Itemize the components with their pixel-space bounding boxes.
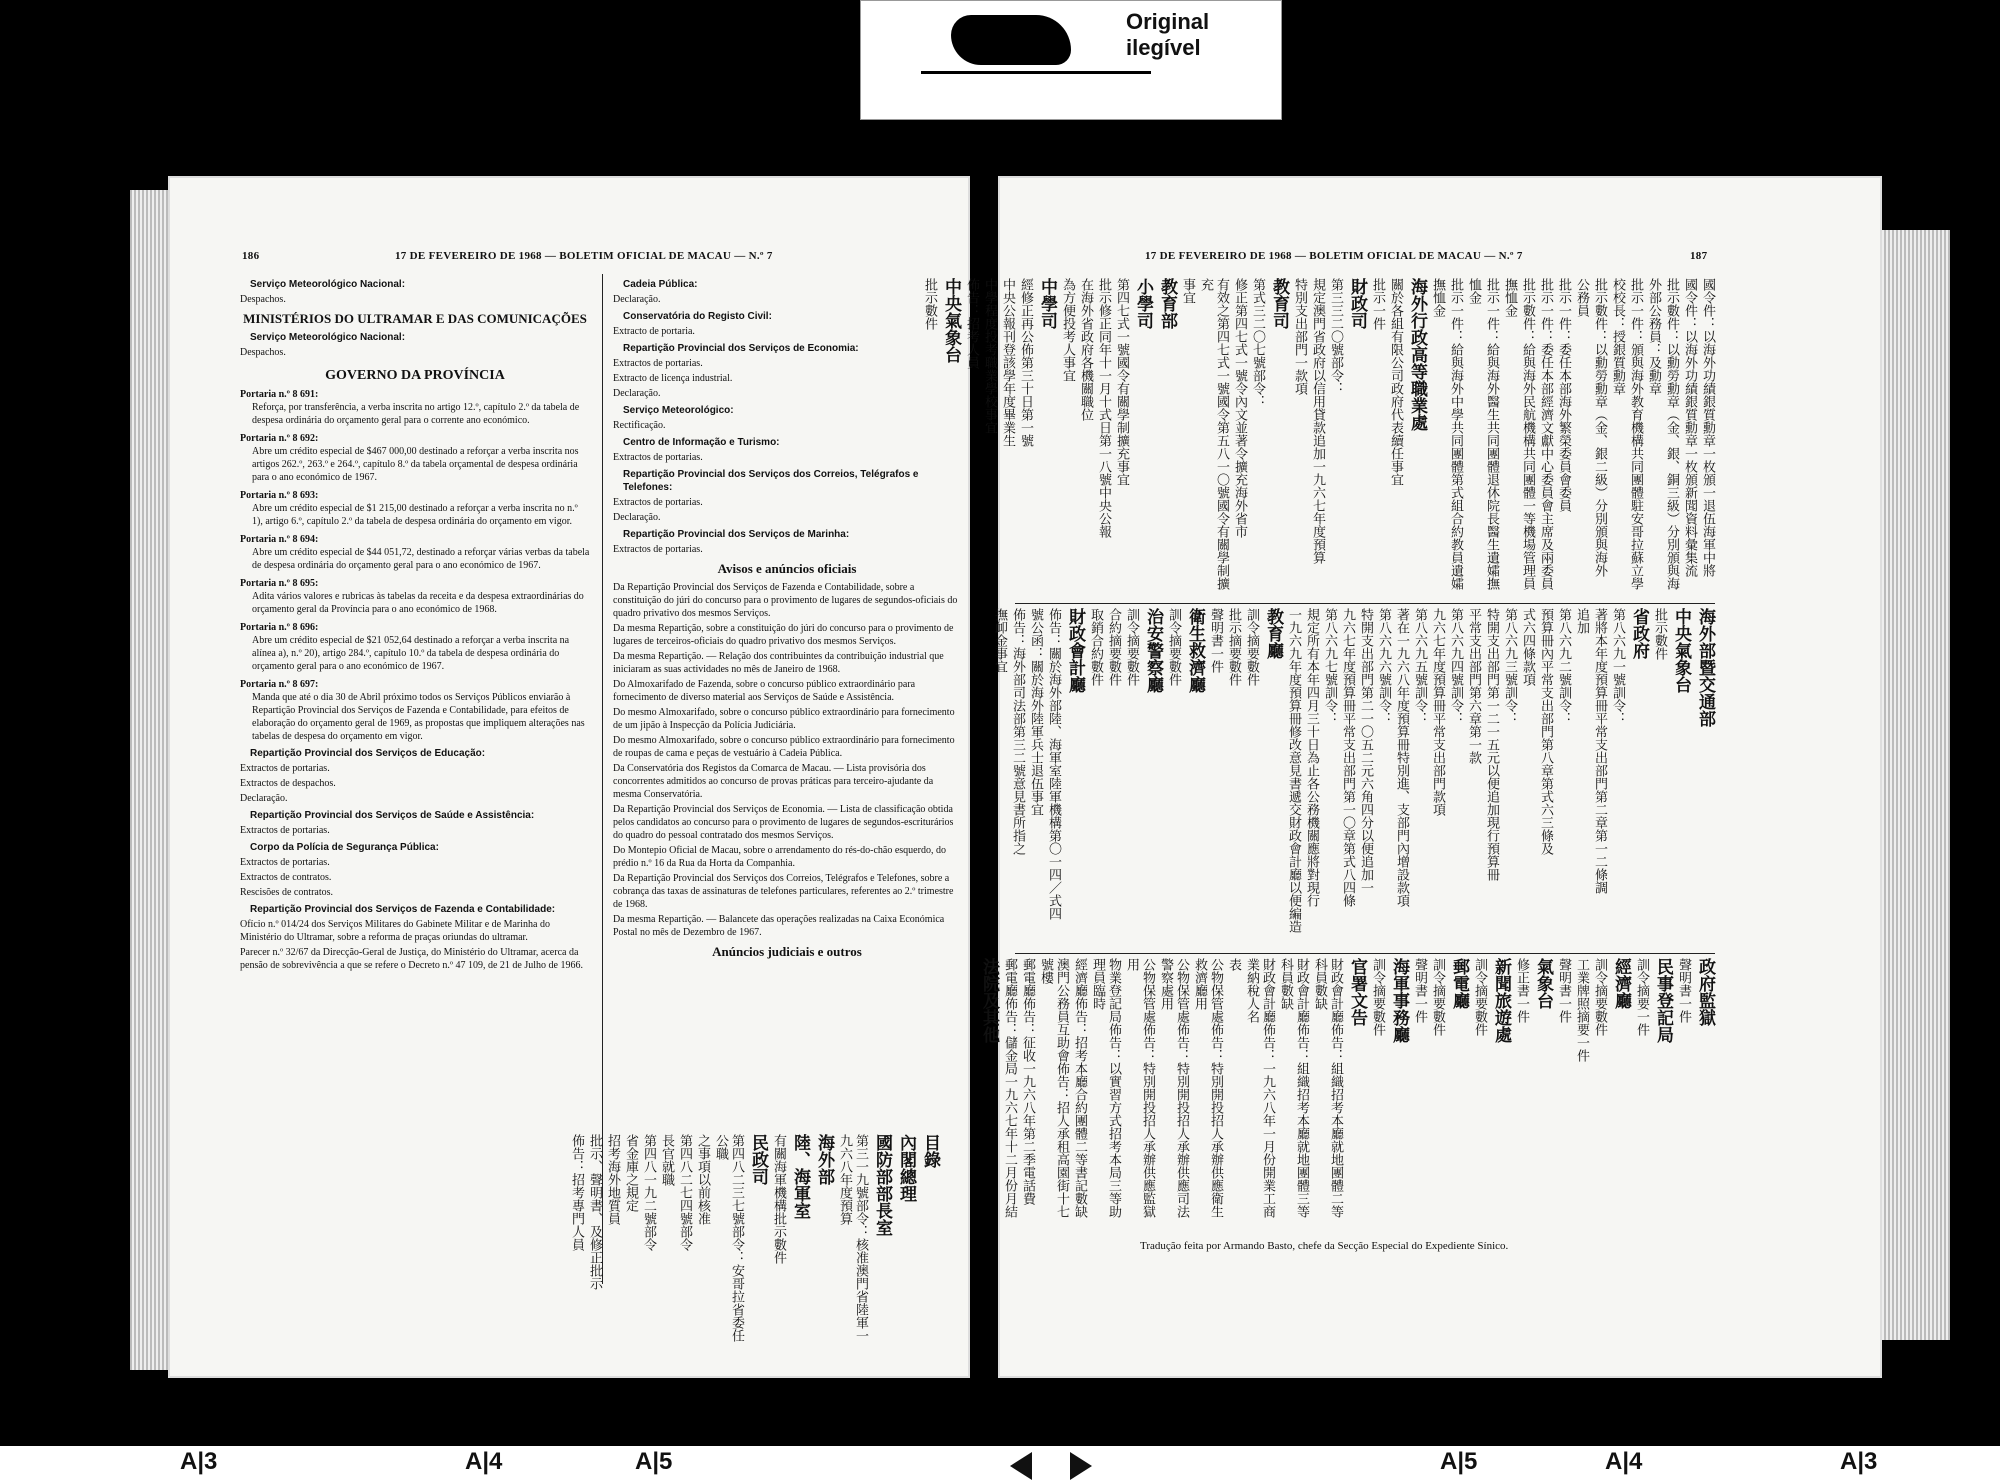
summary-line: Extractos de portarias.: [613, 358, 703, 369]
summary-line: Da Conservatória dos Registos da Comarca de Macau. — Lista provisória dos concorrentes admitidos ao concurso de provas práticas para terceiro-ajudante da mesma Conservatória.: [613, 763, 934, 800]
chinese-line: 修正第四七式一號令內文並著令擴充海外省市: [1232, 278, 1247, 538]
summary-line: Extractos de portarias.: [613, 497, 703, 508]
chinese-heading: 海外行政高等職業處: [1407, 278, 1427, 431]
chinese-heading: 衛生救濟廳: [1185, 608, 1205, 693]
chinese-line: 訓令摘要數件: [1592, 958, 1607, 1036]
chinese-line: 公物保管處佈告：特別開投招人承辦供應衛生救濟廳用: [1192, 958, 1223, 1218]
summary-line: Parecer n.º 32/67 da Direcção-Geral de Justiça, do Ministério do Ultramar, acerca da pensão de sobrevivência a que se refere o Decreto n.º 47 109, de 21 de Julho de 1966.: [240, 947, 583, 971]
chinese-heading: 小學司: [1133, 278, 1153, 329]
chinese-heading: 民事登記局: [1653, 958, 1673, 1043]
chinese-line: 聲明書一件: [1208, 608, 1223, 673]
chinese-line: 訓令摘要數件: [1244, 608, 1259, 686]
chinese-line: 批示一件：給與海外醫生共同團體退休院長醫生遺孀撫: [1484, 278, 1499, 590]
chinese-line: 恤金: [1466, 278, 1481, 304]
portaria-number: Portaria n.º 8 695:: [240, 578, 319, 589]
column-divider: [602, 274, 603, 1284]
chinese-line: 第八六九六號訓令：: [1376, 608, 1391, 725]
chinese-line: 訓令摘要數件: [1430, 958, 1445, 1036]
summary-line: Da mesma Repartição, sobre a constituição do júri do concurso para o provimento de lugares de terceiros-oficiais do quadro privativo dos mesmos Serviços.: [613, 623, 954, 647]
portaria-summary: Reforça, por transferência, a verba inscrita no artigo 12.º, capítulo 2.º da tabela de despesa ordinária do orçamento geral para o corrente ano económico.: [252, 402, 580, 426]
chinese-summary-middle: [992, 608, 1715, 943]
chinese-heading: 財政司: [1347, 278, 1367, 329]
chinese-line: 第八六九四號訓令：: [1448, 608, 1463, 725]
chinese-line: 批示一件: [1370, 278, 1385, 330]
section-heading: Cadeia Pública:: [623, 279, 698, 290]
section-heading: Repartição Provincial dos Serviços de Saúde e Assistência:: [250, 810, 535, 821]
chinese-line: 追加: [1574, 608, 1589, 634]
chinese-line: 國令件：以海外功績銀質勳章一枚頒一退伍海軍中將: [1700, 278, 1715, 577]
chinese-line: 第三一九號部令：核准澳門省陸軍一九六八年度預算: [837, 1134, 868, 1342]
arrow-right-icon: [1070, 1452, 1092, 1480]
chinese-heading: 海外部暨交通部: [1695, 608, 1715, 727]
chinese-line: 第八六九三號訓令：: [1502, 608, 1517, 725]
chinese-line: 財政會計廳佈告：一九六八年一月份開業工商業納稅人名: [1244, 958, 1275, 1218]
chinese-line: 批示一件：給與海外中學共同團體第式組合約教員遺孀: [1448, 278, 1463, 590]
section-heading: Repartição Provincial dos Serviços de Economia:: [623, 343, 859, 354]
summary-line: Extractos de portarias.: [613, 452, 703, 463]
chinese-heading: 省政府: [1629, 608, 1649, 659]
chinese-line: 訓令摘要一件: [1634, 958, 1649, 1036]
ink-blot-icon: [951, 15, 1071, 65]
summary-line: Despachos.: [240, 294, 286, 305]
chinese-line: 工業牌照摘要一件: [1574, 958, 1589, 1062]
left-page-stack-edge: [130, 190, 170, 1370]
chinese-line: 撫卹金事宜: [992, 608, 1007, 673]
portaria-number: Portaria n.º 8 694:: [240, 534, 319, 545]
chinese-line: 批示數件：以勳勞勳章（金、銀二級）分別頒與海外: [1592, 278, 1607, 577]
summary-line: Declaração.: [613, 294, 661, 305]
chinese-heading: 官署文告: [1347, 958, 1367, 1026]
chinese-line: 聲明書一件: [1676, 958, 1691, 1023]
section-title: Anúncios judiciais e outros: [712, 944, 862, 959]
summary-line: Da Repartição Provincial dos Serviços dos Correios, Telégrafos e Telefones, sobre a cobrança das taxas de assinaturas de telefones particulares, referentes ao 2.º trimestre de 1968.: [613, 873, 954, 910]
portaria-summary: Adita vários valores e rubricas às tabelas da receita e da despesa extraordinárias do orçamento geral da Província para o ano económico de 1968.: [252, 591, 584, 615]
chinese-line: 在海外省政府各機關職位: [1078, 278, 1093, 421]
summary-line: Extractos de portarias.: [240, 825, 330, 836]
chinese-heading: 內閣總理: [896, 1134, 916, 1202]
chinese-line: 批示數件: [922, 278, 937, 330]
chinese-heading: 國防部部長室: [872, 1134, 892, 1236]
chinese-line: 一九六九年度預算冊修改意見書遞交財政會計廳以便編造: [1286, 608, 1301, 933]
section-title: MINISTÉRIOS DO ULTRAMAR E DAS COMUNICAÇÕES: [243, 311, 587, 326]
chinese-line: 經濟廳佈告：招考本廳合約團體二等書記數缺: [1072, 958, 1087, 1218]
chinese-line: 批示數件：以勳勞勳章（金、銀、銅三級）分別頒與海: [1664, 278, 1679, 590]
chinese-line: 著將本年度預算冊平常支出部門第二章第一二條調: [1592, 608, 1607, 894]
chinese-heading: 財政會計廳: [1065, 608, 1085, 693]
stamp-text: Original ilegível: [1126, 9, 1210, 60]
chinese-line: 第四八二三七號部令：安哥拉省委任公職: [713, 1134, 744, 1342]
chinese-heading: 海外部: [814, 1134, 834, 1185]
chinese-heading: 郵電廳: [1449, 958, 1469, 1009]
section-title: Avisos e anúncios oficiais: [717, 561, 857, 576]
chinese-line: 外部公務員：及勳章: [1646, 278, 1661, 395]
chinese-line: 佈告：招考專門人員: [569, 1134, 584, 1251]
chinese-heading: 教育廳: [1263, 608, 1283, 659]
frame-marker: A|4: [1605, 1448, 1643, 1475]
chinese-line: 財政會計廳佈告：組織招考本廳就地團體三等科員數缺: [1278, 958, 1309, 1218]
chinese-heading: 法院及其他: [979, 958, 999, 1043]
summary-column-right: [613, 274, 961, 964]
summary-line: Extractos de portarias.: [240, 763, 330, 774]
page-number: 186: [242, 250, 260, 262]
chinese-line: 聲明書一件: [1556, 958, 1571, 1023]
chinese-line: 第八六九二號訓令：: [1556, 608, 1571, 725]
chinese-line: 訓令摘要數件: [1166, 608, 1181, 686]
summary-line: Extractos de portarias.: [240, 857, 330, 868]
chinese-line: 第三三二〇號部令：: [1328, 278, 1343, 395]
chinese-heading: 中學司: [1037, 278, 1057, 329]
illegible-original-stamp: [860, 0, 1282, 120]
chinese-line: 撫恤金: [1430, 278, 1445, 317]
chinese-line: 撫恤金: [1502, 278, 1517, 317]
chinese-line: 物業登記局佈告：以實習方式招考本局三等助理員臨時: [1090, 958, 1121, 1218]
summary-line: Ofício n.º 014/24 dos Serviços Militares do Gabinete Militar e de Marinha do Ministério do Ultramar, sobre a reforma de praças oriundas do ultramar.: [240, 919, 550, 943]
frame-marker: A|5: [635, 1448, 673, 1475]
section-divider: [1015, 603, 1715, 604]
translation-footer: Tradução feita por Armando Basto, chefe da Secção Especial do Expediente Sínico.: [1140, 1240, 1509, 1252]
summary-line: Rectificação.: [613, 420, 666, 431]
summary-column-left: [240, 274, 590, 974]
chinese-line: 九六七年度預算冊平常支出部門第一〇章第式八四條: [1340, 608, 1355, 907]
arrow-left-icon: [1010, 1452, 1032, 1480]
chinese-heading: 中央氣象台: [941, 278, 961, 363]
chinese-line: 第八六九一號訓令：: [1610, 608, 1625, 725]
chinese-heading: 目錄: [920, 1134, 940, 1168]
summary-line: Declaração.: [613, 512, 661, 523]
chinese-line: 郵電廳佈告：征收一九六八年第二季電話費: [1020, 958, 1035, 1205]
portaria-number: Portaria n.º 8 697:: [240, 679, 319, 690]
chinese-line: 批示一件：頒與海外教育機構共同團體駐安哥拉蘇立學: [1628, 278, 1643, 590]
chinese-line: 校校長：授銀質勳章: [1610, 278, 1625, 395]
chinese-line: 公務員: [1574, 278, 1589, 317]
chinese-line: 澳門公務員互助會佈告：招人承租高園街十七號樓: [1038, 958, 1069, 1218]
section-heading: Serviço Meteorológico Nacional:: [250, 279, 406, 290]
chinese-line: 批示摘要數件: [1226, 608, 1241, 686]
chinese-line: 公物保管處佈告：特別開投招人承辦供應監獄用: [1124, 958, 1155, 1218]
section-heading: Serviço Meteorológico Nacional:: [250, 332, 406, 343]
chinese-line: 批示一件：委任本部海外繁榮委員會委員: [1556, 278, 1571, 512]
right-page-stack-edge: [1880, 230, 1950, 1340]
portaria-number: Portaria n.º 8 692:: [240, 433, 319, 444]
chinese-line: 批示數件：給與海外民航機構共同團體一等機場管理員: [1520, 278, 1535, 590]
section-title: GOVERNO DA PROVÍNCIA: [325, 368, 505, 383]
chinese-heading: 海軍事務廳: [1389, 958, 1409, 1043]
chinese-line: 財政會計廳佈告：組織招考本廳就地團體二等科員數缺: [1312, 958, 1343, 1218]
chinese-summary-block: [400, 1134, 940, 1354]
chinese-line: 合約摘要數件: [1106, 608, 1121, 686]
chinese-line: 規定澳門省政府以信用貸款追加一九六七年度預算: [1310, 278, 1325, 564]
summary-line: Extracto de licença industrial.: [613, 373, 733, 384]
chinese-heading: 教育部: [1157, 278, 1177, 329]
chinese-line: 聲明書一件: [1412, 958, 1427, 1023]
portaria-summary: Abre um crédito especial de $21 052,64 destinado a reforçar a verba inscrita na alínea a), n.º 20), artigo 284.º, capítulo 10.º da tabela de despesa ordinária do orçamento geral para o ano económico de 1967.: [252, 635, 570, 672]
portaria-number: Portaria n.º 8 696:: [240, 622, 319, 633]
frame-marker: A|4: [465, 1448, 503, 1475]
summary-line: Da mesma Repartição. — Balancete das operações realizadas na Caixa Económica Postal no mês de Dezembro de 1967.: [613, 914, 945, 938]
chinese-line: 第四七式一號國令有關學制擴充事宜: [1114, 278, 1129, 486]
portaria-number: Portaria n.º 8 693:: [240, 490, 319, 501]
summary-line: Extracto de portaria.: [613, 326, 695, 337]
chinese-heading: 民政司: [748, 1134, 768, 1185]
portaria-summary: Abre um crédito especial de $467 000,00 destinado a reforçar a verba inscrita nos artigos 262.º, 263.º e 264.º, capítulo 8.º da tabela orçamental de despesa ordinária para o ano económico de 1967.: [252, 446, 579, 483]
chinese-line: 表: [1226, 958, 1241, 971]
chinese-line: 平常支出部門第六章第一款: [1466, 608, 1481, 764]
chinese-line: 佈告：關於海外部陸、海軍室陸軍機構第〇一四／式四: [1046, 608, 1061, 920]
section-heading: Corpo da Polícia de Segurança Pública:: [250, 842, 439, 853]
chinese-line: 第四八二七四號部令: [677, 1134, 692, 1251]
chinese-line: 長官就職: [659, 1134, 674, 1186]
chinese-line: 式六四條款項: [1520, 608, 1535, 686]
summary-line: Declaração.: [240, 793, 288, 804]
chinese-line: 修正書一件: [1514, 958, 1529, 1023]
frame-marker: A|3: [180, 1448, 218, 1475]
chinese-line: 第八六九五號訓令：: [1412, 608, 1427, 725]
chinese-line: 之事項以前核准: [695, 1134, 710, 1225]
frame-marker: A|3: [1840, 1448, 1878, 1475]
film-marker-strip: [0, 1446, 2000, 1480]
open-book-icon: [921, 71, 1151, 114]
summary-line: Extractos de portarias.: [613, 544, 703, 555]
chinese-heading: 中央氣象台: [1671, 608, 1691, 693]
chinese-line: 國令件：以海外功績銀質勳章一枚頒新聞資料彙集流: [1682, 278, 1697, 577]
chinese-line: 批示一件：委任本部經濟文獻中心委員會主席及兩委員: [1538, 278, 1553, 590]
chinese-line: 省金庫之規定: [623, 1134, 638, 1212]
summary-line: Rescisões de contratos.: [240, 887, 334, 898]
chinese-line: 第四八一九二號部令: [641, 1134, 656, 1251]
portaria-number: Portaria n.º 8 691:: [240, 389, 319, 400]
chinese-line: 特開支出部門第一二一五元以便追加現行預算冊: [1484, 608, 1499, 881]
chinese-line: 預算冊內平常支出部門第八章第式六三條及: [1538, 608, 1553, 855]
chinese-line: 批示修正同年十一月十式日第一八號中央公報: [1096, 278, 1111, 538]
section-heading: Repartição Provincial dos Serviços de Educação:: [250, 748, 486, 759]
chinese-line: 為方便投考人事宜: [1060, 278, 1075, 382]
section-heading: Serviço Meteorológico:: [623, 405, 734, 416]
chinese-line: 有關海軍機構批示數件: [771, 1134, 786, 1264]
section-heading: Centro de Informação e Turismo:: [623, 437, 780, 448]
section-heading: Conservatória do Registo Civil:: [623, 311, 772, 322]
chinese-line: 訓令摘要數件: [1124, 608, 1139, 686]
chinese-line: 招考海外地質員: [605, 1134, 620, 1225]
summary-line: Do mesmo Almoxarifado, sobre o concurso público extraordinário para fornecimento de roupas de cama e peças de vestuário à Cadeia Pública.: [613, 735, 955, 759]
section-heading: Repartição Provincial dos Serviços de Marinha:: [623, 529, 850, 540]
page-header: 17 DE FEVEREIRO DE 1968 — BOLETIM OFICIAL DE MACAU — N.º 7: [395, 250, 773, 262]
summary-line: Da Repartição Provincial dos Serviços de Economia. — Lista de classificação obtida pelos candidatos ao concurso para o provimento de lugares de segundos-escriturários do quadro do pessoal contratado dos mesmos Serviços.: [613, 804, 954, 841]
chinese-line: 第式三二〇七號部令：: [1250, 278, 1265, 408]
portaria-summary: Manda que até o dia 30 de Abril próximo todos os Serviços Públicos enviarão à Repartição Provincial dos Serviços de Fazenda e Contabilidade, para efeitos de elaboração do orçamento geral de 1969, as propostas que impliquem alterações nas tabelas de despesa do orçamento em vigor.: [252, 692, 585, 742]
chinese-line: 訓令摘要數件: [1472, 958, 1487, 1036]
chinese-heading: 教育司: [1269, 278, 1289, 329]
chinese-line: 規定所有本年四月三十日為止各公務機關應將對現行: [1304, 608, 1319, 907]
chinese-line: 第八六九七號訓令：: [1322, 608, 1337, 725]
summary-line: Da Repartição Provincial dos Serviços de Fazenda e Contabilidade, sobre a constituição do júri do concurso para o provimento de lugares de segundos-oficiais do quadro privativo dos mesmos Serviços.: [613, 582, 958, 619]
chinese-line: 號公函：關於海外陸軍兵士退伍事宜: [1028, 608, 1043, 816]
chinese-heading: 治安警察廳: [1143, 608, 1163, 693]
section-heading: Repartição Provincial dos Serviços dos Correios, Telégrafos e Telefones:: [623, 469, 919, 493]
chinese-line: 批示、聲明書、及修正批示: [587, 1134, 602, 1290]
summary-line: Extractos de despachos.: [240, 778, 336, 789]
chinese-heading: 陸、海軍室: [790, 1134, 810, 1219]
page-number: 187: [1690, 250, 1708, 262]
chinese-heading: 新聞旅遊處: [1491, 958, 1511, 1043]
summary-line: Da mesma Repartição. — Relação dos contribuintes da contribuição industrial que iniciaram as suas actividades no mês de Janeiro de 1968.: [613, 651, 944, 675]
chinese-line: 特別支出部門一款項: [1292, 278, 1307, 395]
chinese-line: 中央公報刊登該學年度畢業生: [1000, 278, 1015, 447]
chinese-line: 中學程度投考職業學校事宜: [982, 278, 997, 434]
section-divider: [1015, 953, 1715, 954]
frame-marker: A|5: [1440, 1448, 1478, 1475]
chinese-line: 公物保管處佈告：特別開投招人承辦供應司法警察處用: [1158, 958, 1189, 1218]
section-heading: Repartição Provincial dos Serviços de Fazenda e Contabilidade:: [250, 904, 556, 915]
chinese-line: 取銷合約數件: [1088, 608, 1103, 686]
chinese-line: 經修正再公佈第三十日第一號: [1018, 278, 1033, 447]
chinese-line: 事宜: [1180, 278, 1195, 304]
summary-line: Do mesmo Almoxarifado, sobre o concurso público extraordinário para fornecimento de um jipão à Inspecção da Polícia Judiciária.: [613, 707, 955, 731]
chinese-heading: 政府監獄: [1695, 958, 1715, 1026]
summary-line: Do Almoxarifado de Fazenda, sobre o concurso público extraordinário para fornecimento de diverso material aos Serviços de Saúde e Assistência.: [613, 679, 916, 703]
chinese-line: 關於各組有限公司政府代表續任事宜: [1388, 278, 1403, 486]
portaria-summary: Abre um crédito especial de $1 215,00 destinado a reforçar a verba inscrita no n.º 1), artigo 6.º, capítulo 2.º da tabela de despesa ordinária do orçamento em vigor.: [252, 503, 578, 527]
chinese-summary-top: [922, 278, 1715, 593]
summary-line: Declaração.: [613, 388, 661, 399]
chinese-line: 九六七年度預算冊平常支出部門款項: [1430, 608, 1445, 816]
chinese-line: 著在一九六八年度預算冊特別進、支部門內增設款項: [1394, 608, 1409, 907]
chinese-line: 批示數件: [1652, 608, 1667, 660]
summary-line: Do Montepio Oficial de Macau, sobre o arrendamento do rés-do-chão esquerdo, do prédio n.º 16 da Rua da Horta da Companhia.: [613, 845, 946, 869]
portaria-summary: Abre um crédito especial de $44 051,72, destinado a reforçar várias verbas da tabela de despesa ordinária do orçamento geral para o ano económico de 1967.: [252, 547, 590, 571]
chinese-heading: 氣象台: [1533, 958, 1553, 1009]
chinese-line: 有效之第四七式一號國令第五八一〇號國令有關學制擴充: [1198, 278, 1229, 590]
summary-line: Despachos.: [240, 347, 286, 358]
chinese-line: 郵電廳佈告：儲金局一九六七年十二月份月結: [1002, 958, 1017, 1218]
chinese-line: 佈告：海外部司法部第三二號意見書所指之: [1010, 608, 1025, 855]
summary-line: Extractos de contratos.: [240, 872, 332, 883]
chinese-heading: 經濟廳: [1611, 958, 1631, 1009]
page-header: 17 DE FEVEREIRO DE 1968 — BOLETIM OFICIAL DE MACAU — N.º 7: [1145, 250, 1523, 262]
left-page: [170, 178, 968, 1376]
chinese-line: 特開支出部門第二一〇五二元六角四分以便追加一: [1358, 608, 1373, 894]
chinese-line: 佈告：招考人員: [964, 278, 979, 369]
chinese-line: 訓令摘要數件: [1370, 958, 1385, 1036]
chinese-summary-bottom: [979, 958, 1715, 1228]
